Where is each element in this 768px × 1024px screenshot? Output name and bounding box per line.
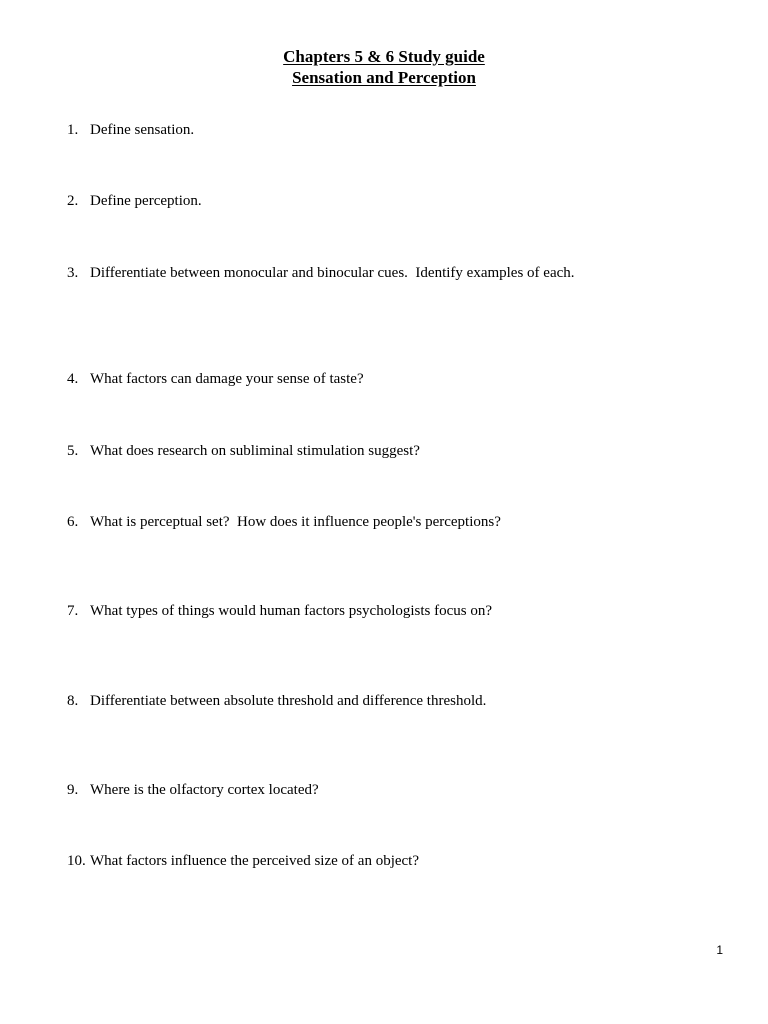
question-text: What factors can damage your sense of taste? [90, 371, 364, 387]
question-item [67, 602, 492, 620]
question-number: 8. [67, 693, 79, 709]
question-text: Define perception. [90, 193, 202, 209]
question-number: 1. [67, 122, 79, 138]
question-number: 6. [67, 514, 79, 530]
question-item [67, 513, 501, 531]
question-item [67, 852, 419, 870]
question-number: 3. [67, 265, 79, 281]
question-text: What does research on subliminal stimulation suggest? [90, 443, 420, 459]
question-number: 10. [67, 853, 86, 869]
question-number: 5. [67, 443, 79, 459]
question-text: What types of things would human factors psychologists focus on? [90, 603, 493, 619]
question-text: Differentiate between monocular and binocular cues. Identify examples of each. [90, 265, 575, 281]
question-text: Define sensation. [90, 122, 195, 138]
page-number: 1 [716, 943, 723, 957]
question-item [67, 781, 319, 799]
question-text: What is perceptual set? How does it influence people's perceptions? [90, 514, 501, 530]
question-number: 7. [67, 603, 79, 619]
question-item [67, 692, 486, 710]
document-title: Chapters 5 & 6 Study guide [283, 47, 485, 66]
question-text: Where is the olfactory cortex located? [90, 782, 319, 798]
document-subtitle: Sensation and Perception [292, 68, 476, 87]
question-number: 4. [67, 371, 79, 387]
question-item [67, 370, 364, 388]
question-item [67, 264, 575, 282]
question-item [67, 192, 202, 210]
question-number: 2. [67, 193, 79, 209]
question-number: 9. [67, 782, 79, 798]
question-text: Differentiate between absolute threshold and difference threshold. [90, 693, 487, 709]
question-item [67, 442, 420, 460]
question-text: What factors influence the perceived size of an object? [90, 853, 419, 869]
question-item [67, 121, 194, 139]
